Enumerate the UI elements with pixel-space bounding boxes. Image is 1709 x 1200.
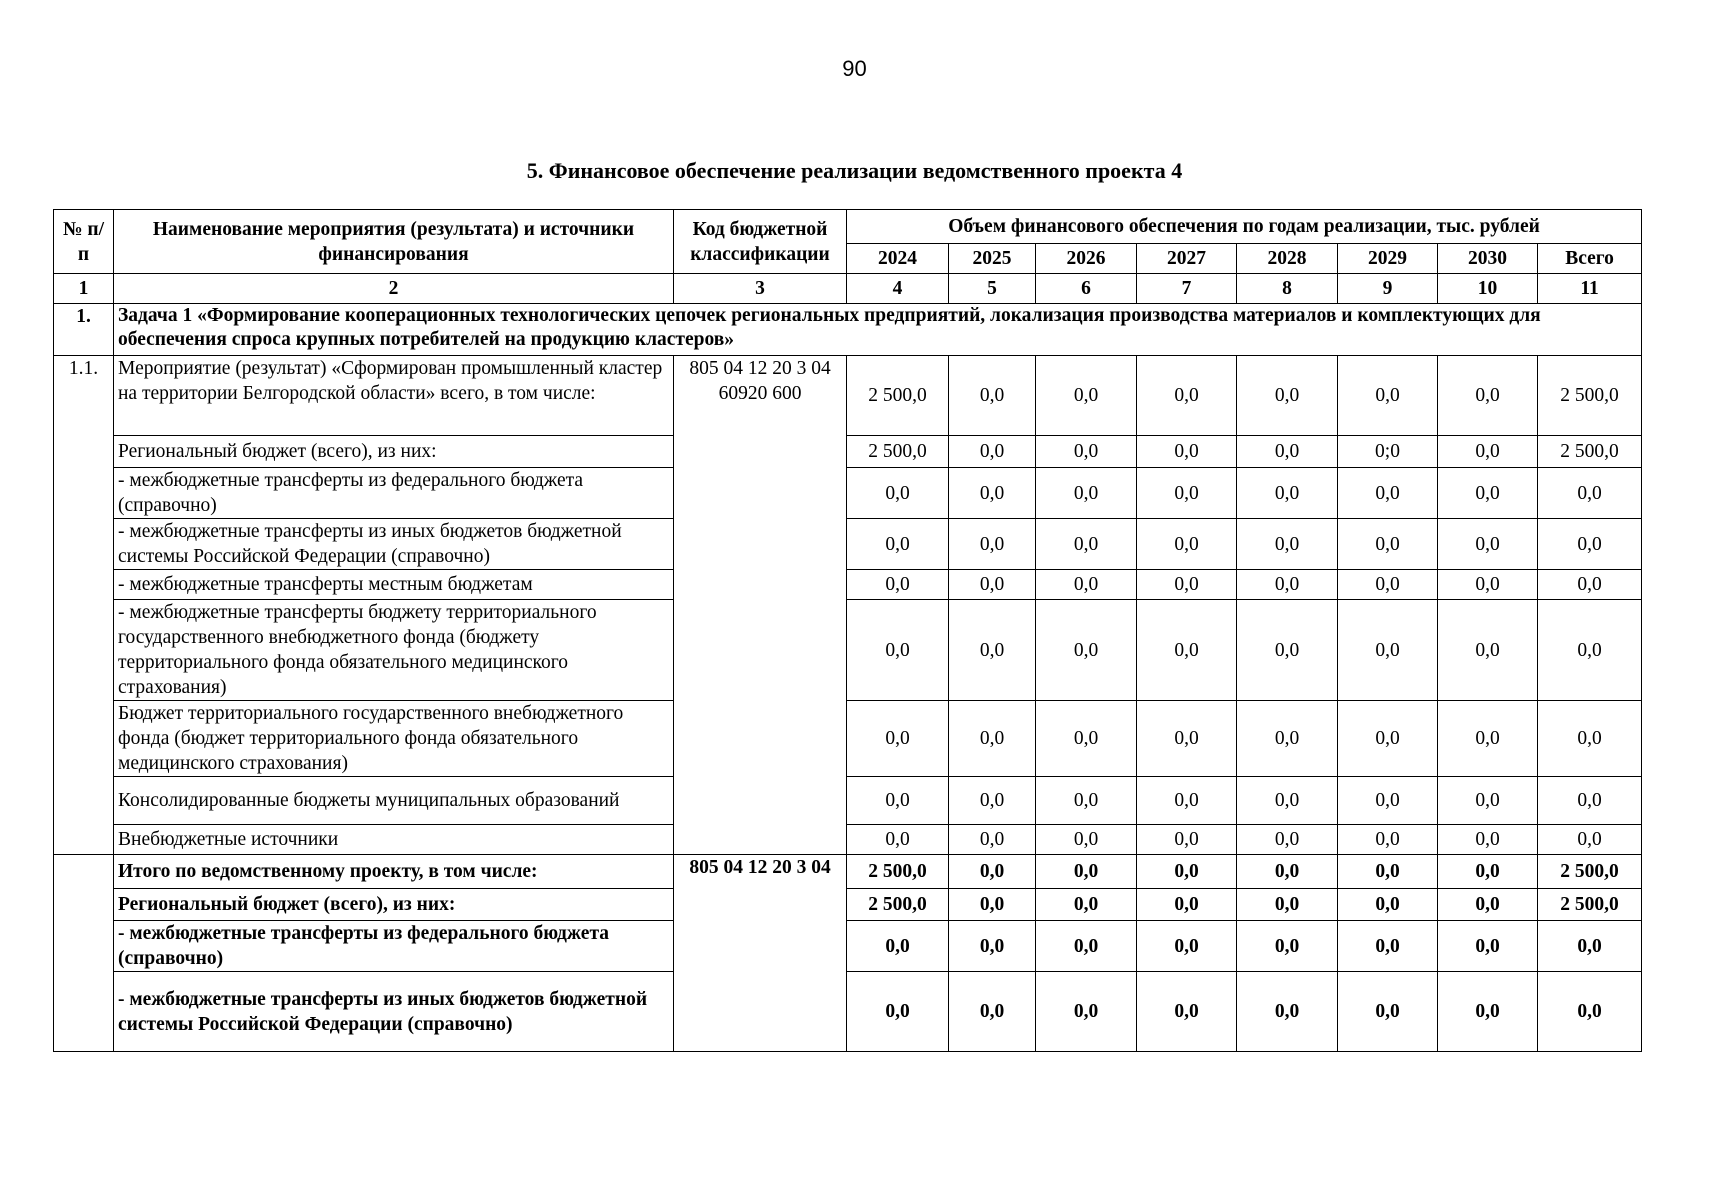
value-cell: 0,0 (1438, 855, 1538, 889)
value-cell: 0,0 (1338, 855, 1438, 889)
row-name: - межбюджетные трансферты бюджету территориального государственного внебюджетного фонда (бюджету территориального фонда обязательного медицинского страхования) (114, 600, 674, 701)
value-cell: 0,0 (1036, 356, 1137, 436)
value-cell: 0,0 (847, 825, 949, 855)
value-cell: 0,0 (1438, 600, 1538, 701)
value-cell: 0,0 (1036, 570, 1137, 600)
column-number: 3 (674, 274, 847, 304)
value-cell: 0,0 (847, 701, 949, 777)
financing-table (53, 209, 1642, 1052)
column-number: 8 (1237, 274, 1338, 304)
value-cell: 0,0 (1237, 600, 1338, 701)
header-code: Код бюджетной классификации (674, 210, 847, 274)
row-name: Региональный бюджет (всего), из них: (114, 436, 674, 468)
table-row (54, 436, 1642, 468)
value-cell: 0,0 (949, 570, 1036, 600)
column-number: 10 (1438, 274, 1538, 304)
value-cell: 0,0 (1538, 570, 1642, 600)
value-cell: 2 500,0 (847, 889, 949, 921)
value-cell: 0,0 (949, 921, 1036, 972)
value-cell: 2 500,0 (1538, 889, 1642, 921)
value-cell: 0,0 (847, 777, 949, 825)
value-cell: 0,0 (847, 468, 949, 519)
value-cell: 0,0 (1036, 436, 1137, 468)
row-name: Региональный бюджет (всего), из них: (114, 889, 674, 921)
value-cell: 0,0 (1338, 972, 1438, 1052)
column-number: 7 (1137, 274, 1237, 304)
value-cell: 0,0 (1237, 356, 1338, 436)
table-row (54, 468, 1642, 519)
value-cell: 0,0 (1338, 519, 1438, 570)
value-cell: 0,0 (1237, 972, 1338, 1052)
value-cell: 0,0 (1137, 436, 1237, 468)
value-cell: 0,0 (1137, 570, 1237, 600)
value-cell: 0,0 (1137, 921, 1237, 972)
value-cell: 0,0 (1438, 468, 1538, 519)
value-cell: 0,0 (847, 972, 949, 1052)
header-year: 2030 (1438, 244, 1538, 274)
value-cell: 0,0 (1137, 468, 1237, 519)
value-cell: 2 500,0 (847, 436, 949, 468)
row-name: - межбюджетные трансферты местным бюджетам (114, 570, 674, 600)
value-cell: 2 500,0 (847, 356, 949, 436)
value-cell: 0,0 (847, 921, 949, 972)
value-cell: 0,0 (1438, 570, 1538, 600)
value-cell: 0,0 (1137, 777, 1237, 825)
value-cell: 0,0 (949, 468, 1036, 519)
value-cell: 0,0 (1036, 825, 1137, 855)
value-cell: 0,0 (1137, 701, 1237, 777)
value-cell: 0,0 (1237, 436, 1338, 468)
value-cell: 0,0 (1438, 777, 1538, 825)
task-text: Задача 1 «Формирование кооперационных технологических цепочек региональных предприятий, локализация производства материалов и комплектующих для обеспечения спроса крупных потребителей на продукцию кластеров» (114, 304, 1642, 356)
value-cell: 0,0 (1538, 921, 1642, 972)
value-cell: 0,0 (1137, 825, 1237, 855)
value-cell: 0,0 (949, 855, 1036, 889)
header-year: 2029 (1338, 244, 1438, 274)
value-cell: 0,0 (1036, 468, 1137, 519)
value-cell: 0,0 (1538, 600, 1642, 701)
value-cell: 0,0 (949, 777, 1036, 825)
value-cell: 0,0 (1538, 972, 1642, 1052)
header-num: № п/п (54, 210, 114, 274)
value-cell: 2 500,0 (1538, 356, 1642, 436)
row-name: Внебюджетные источники (114, 825, 674, 855)
row-name: - межбюджетные трансферты из иных бюджетов бюджетной системы Российской Федерации (справочно) (114, 519, 674, 570)
value-cell: 0,0 (1237, 855, 1338, 889)
table-row (54, 889, 1642, 921)
row-name: Бюджет территориального государственного внебюджетного фонда (бюджет территориального фонда обязательного медицинского страхования) (114, 701, 674, 777)
row-num (54, 855, 114, 1052)
table-row (54, 519, 1642, 570)
value-cell: 0,0 (1338, 701, 1438, 777)
column-number: 11 (1538, 274, 1642, 304)
value-cell: 0,0 (949, 701, 1036, 777)
table-row (54, 356, 1642, 436)
row-name: - межбюджетные трансферты из федерального бюджета (справочно) (114, 921, 674, 972)
value-cell: 0,0 (1237, 570, 1338, 600)
value-cell: 2 500,0 (847, 855, 949, 889)
header-year: Всего (1538, 244, 1642, 274)
value-cell: 0,0 (1237, 468, 1338, 519)
value-cell: 0,0 (1137, 972, 1237, 1052)
value-cell: 0,0 (847, 570, 949, 600)
header-name: Наименование мероприятия (результата) и источники финансирования (114, 210, 674, 274)
row-name: Итого по ведомственному проекту, в том числе: (114, 855, 674, 889)
value-cell: 0,0 (1538, 519, 1642, 570)
value-cell: 0,0 (1438, 889, 1538, 921)
value-cell: 0,0 (949, 356, 1036, 436)
value-cell: 0,0 (1036, 777, 1137, 825)
row-num: 1.1. (54, 356, 114, 855)
value-cell: 0,0 (949, 889, 1036, 921)
table-row (54, 972, 1642, 1052)
header-year: 2026 (1036, 244, 1137, 274)
value-cell: 0,0 (1438, 356, 1538, 436)
page-number: 90 (842, 56, 867, 81)
value-cell: 0,0 (1237, 889, 1338, 921)
value-cell: 0,0 (1137, 519, 1237, 570)
row-name: Мероприятие (результат) «Сформирован промышленный кластер на территории Белгородской области» всего, в том числе: (114, 356, 674, 436)
value-cell: 0,0 (1237, 701, 1338, 777)
value-cell: 0,0 (847, 519, 949, 570)
value-cell: 0,0 (949, 972, 1036, 1052)
value-cell: 0,0 (1338, 889, 1438, 921)
value-cell: 0,0 (1137, 889, 1237, 921)
value-cell: 0,0 (1237, 777, 1338, 825)
value-cell: 0,0 (1438, 519, 1538, 570)
value-cell: 0;0 (1338, 436, 1438, 468)
value-cell: 0,0 (1137, 855, 1237, 889)
value-cell: 0,0 (949, 825, 1036, 855)
row-name: - межбюджетные трансферты из иных бюджетов бюджетной системы Российской Федерации (справочно) (114, 972, 674, 1052)
task-num: 1. (54, 304, 114, 356)
value-cell: 0,0 (1338, 600, 1438, 701)
row-name: Консолидированные бюджеты муниципальных образований (114, 777, 674, 825)
row-name: - межбюджетные трансферты из федерального бюджета (справочно) (114, 468, 674, 519)
table-row (54, 600, 1642, 701)
value-cell: 0,0 (1538, 825, 1642, 855)
value-cell: 0,0 (1338, 570, 1438, 600)
table-row (54, 701, 1642, 777)
header-year: 2028 (1237, 244, 1338, 274)
value-cell: 0,0 (1036, 600, 1137, 701)
column-number: 5 (949, 274, 1036, 304)
value-cell: 0,0 (1338, 921, 1438, 972)
value-cell: 2 500,0 (1538, 436, 1642, 468)
value-cell: 0,0 (1538, 777, 1642, 825)
column-number: 4 (847, 274, 949, 304)
table-row (54, 921, 1642, 972)
value-cell: 0,0 (1036, 855, 1137, 889)
value-cell: 0,0 (1237, 519, 1338, 570)
value-cell: 0,0 (949, 519, 1036, 570)
header-year: 2024 (847, 244, 949, 274)
value-cell: 0,0 (1036, 701, 1137, 777)
document-title: 5. Финансовое обеспечение реализации ведомственного проекта 4 (526, 158, 1183, 183)
value-cell: 0,0 (1438, 972, 1538, 1052)
value-cell: 0,0 (1237, 921, 1338, 972)
value-cell: 0,0 (1338, 777, 1438, 825)
value-cell: 0,0 (847, 600, 949, 701)
value-cell: 0,0 (1438, 701, 1538, 777)
value-cell: 0,0 (1036, 889, 1137, 921)
budget-code: 805 04 12 20 3 04 (674, 855, 847, 1052)
header-volume: Объем финансового обеспечения по годам реализации, тыс. рублей (847, 210, 1642, 244)
budget-code: 805 04 12 20 3 04 60920 600 (674, 356, 847, 855)
value-cell: 0,0 (949, 436, 1036, 468)
column-number: 9 (1338, 274, 1438, 304)
value-cell: 0,0 (1538, 701, 1642, 777)
header-year: 2025 (949, 244, 1036, 274)
column-number: 1 (54, 274, 114, 304)
header-year: 2027 (1137, 244, 1237, 274)
value-cell: 0,0 (1438, 436, 1538, 468)
table-row (54, 825, 1642, 855)
table-row (54, 570, 1642, 600)
value-cell: 0,0 (1036, 921, 1137, 972)
value-cell: 0,0 (1237, 825, 1338, 855)
value-cell: 0,0 (1438, 921, 1538, 972)
value-cell: 0,0 (1338, 356, 1438, 436)
value-cell: 0,0 (1036, 519, 1137, 570)
value-cell: 0,0 (949, 600, 1036, 701)
value-cell: 0,0 (1036, 972, 1137, 1052)
table-row (54, 777, 1642, 825)
value-cell: 0,0 (1137, 600, 1237, 701)
value-cell: 0,0 (1438, 825, 1538, 855)
column-number: 2 (114, 274, 674, 304)
value-cell: 2 500,0 (1538, 855, 1642, 889)
value-cell: 0,0 (1538, 468, 1642, 519)
value-cell: 0,0 (1338, 468, 1438, 519)
value-cell: 0,0 (1338, 825, 1438, 855)
value-cell: 0,0 (1137, 356, 1237, 436)
table-row (54, 855, 1642, 889)
column-number: 6 (1036, 274, 1137, 304)
